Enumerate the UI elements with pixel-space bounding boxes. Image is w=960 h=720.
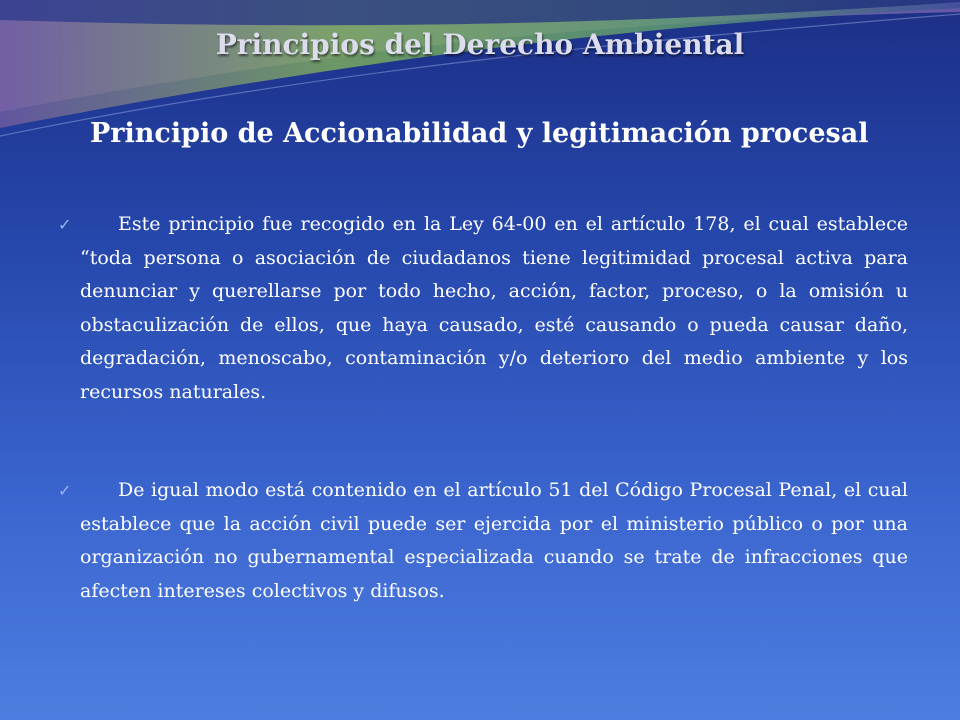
bullet-item [58, 208, 908, 409]
bullet-item [58, 474, 908, 608]
checkmark-icon: ✓ [58, 215, 72, 234]
bullet-text: Este principio fue recogido en la Ley 64-00 en el artículo 178, el cual establece “toda persona o asociación de ciudadanos tiene legitimidad procesal activa para denunciar y querellarse por todo hecho, acción, factor, proceso, o la omisión u obstaculización de ellos, que haya causado, esté causando o pueda causar daño, degradación, menoscabo, contaminación y/o deterioro del medio ambiente y los recursos naturales. [80, 213, 908, 403]
checkmark-icon: ✓ [58, 481, 72, 500]
bullet-text: De igual modo está contenido en el artículo 51 del Código Procesal Penal, el cual establece que la acción civil puede ser ejercida por el ministerio público o por una organización no gubernamental especializada cuando se trate de infracciones que afecten intereses colectivos y difusos. [80, 479, 908, 602]
slide-title: Principios del Derecho Ambiental [215, 28, 745, 61]
slide-subtitle: Principio de Accionabilidad y legitimación procesal [90, 118, 869, 149]
